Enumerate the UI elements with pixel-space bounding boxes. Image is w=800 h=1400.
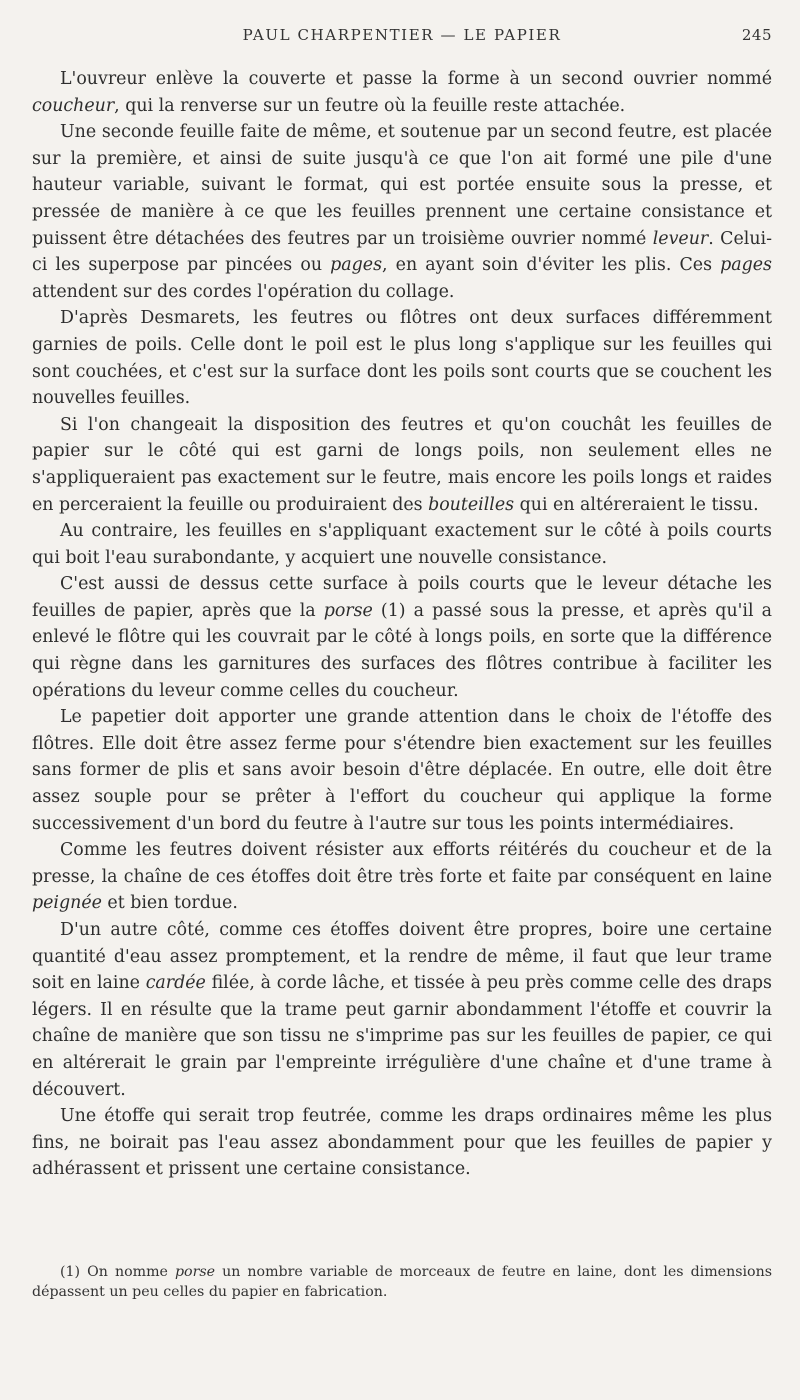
- paragraph: [32, 704, 772, 837]
- paragraph: [32, 119, 772, 305]
- italic-term: porse: [174, 1264, 216, 1280]
- text-run: qui en altéreraient le tissu.: [514, 494, 759, 515]
- paragraph: [32, 518, 772, 571]
- italic-term: leveur: [652, 228, 709, 249]
- italic-term: bouteilles: [428, 494, 515, 515]
- text-run: (1) On nomme: [60, 1264, 175, 1280]
- running-title: PAUL CHARPENTIER — LE PAPIER: [242, 26, 562, 44]
- text-run: filée, à corde lâche, et tissée à peu près comme celle des draps légers. Il en résulte que la trame peut garnir abondamment l'étoffe et couvrir la chaîne de manière que son tissu ne s'imprime pas sur les feuilles de papier, ce qui en altérerait le grain par l'empreinte irrégulière d'une chaîne et d'une trame à découvert.: [32, 973, 772, 1100]
- paragraph: [32, 66, 772, 119]
- text-run: D'après Desmarets, les feutres ou flôtres ont deux surfaces différemment garnies de poils. Celle dont le poil est le plus long s'applique sur les feuilles qui sont couchées, et c'est sur la surface dont les poils sont courts que se couchent les nouvelles feuilles.: [32, 308, 772, 409]
- text-run: un nombre variable de morceaux de feutre en laine, dont les dimensions dépassent un peu celles du papier en fabrication.: [32, 1264, 772, 1300]
- text-run: L'ouvreur enlève la couverte et passe la forme à un second ouvrier nommé: [60, 69, 772, 89]
- body-text: [32, 66, 772, 1183]
- italic-term: pages: [720, 255, 772, 276]
- text-run: C'est aussi de dessus cette surface à poils courts que le leveur détache les feuilles de papier, après que la: [32, 574, 772, 621]
- text-run: et bien tordue.: [101, 893, 238, 914]
- paragraph: [32, 305, 772, 411]
- paragraph: [32, 1103, 772, 1183]
- italic-term: cardée: [145, 973, 206, 994]
- page-number: 245: [741, 26, 772, 44]
- paragraph: [32, 837, 772, 917]
- italic-term: coucheur: [32, 95, 115, 116]
- footnote-paragraph: [32, 1262, 772, 1302]
- text-run: D'un autre côté, comme ces étoffes doivent être propres, boire une certaine quantité d'eau assez promptement, et la rendre de même, il faut que leur trame soit en laine: [32, 920, 772, 994]
- text-run: Au contraire, les feuilles en s'appliquant exactement sur le côté à poils courts qui boit l'eau surabondante, y acquiert une nouvelle consistance.: [32, 521, 772, 568]
- paragraph: [32, 917, 772, 1103]
- paragraph: [32, 571, 772, 704]
- paragraph: [32, 412, 772, 518]
- footnote: [32, 1262, 772, 1302]
- text-run: Une étoffe qui serait trop feutrée, comme les draps ordinaires même les plus fins, ne boirait pas l'eau assez abondamment pour que les feuilles de papier y adhérassent et prissent une certaine consistance.: [32, 1106, 772, 1180]
- running-header: [32, 22, 772, 52]
- text-run: Comme les feutres doivent résister aux efforts réitérés du coucheur et de la presse, la chaîne de ces étoffes doit être très forte et faite par conséquent en laine: [32, 840, 772, 887]
- text-run: Le papetier doit apporter une grande attention dans le choix de l'étoffe des flôtres. Elle doit être assez ferme pour s'étendre bien exactement sur les feuilles sans former de plis et sans avoir besoin d'être déplacée. En outre, elle doit être assez souple pour se prêter à l'effort du coucheur qui applique la forme successivement d'un bord du feutre à l'autre sur tous les points intermédiaires.: [32, 707, 772, 834]
- text-run: attendent sur des cordes l'opération du collage.: [32, 281, 455, 302]
- italic-term: pages: [330, 255, 382, 276]
- text-run: Si l'on changeait la disposition des feutres et qu'on couchât les feuilles de papier sur le côté qui est garni de longs poils, non seulement elles ne s'appliqueraient pas exactement sur le feutre, mais encore les poils longs et raides en perceraient la feuille ou produiraient des: [32, 414, 772, 515]
- text-run: . Celui-ci les superpose par pincées ou: [32, 228, 772, 276]
- italic-term: porse: [323, 600, 373, 621]
- text-run: , qui la renverse sur un feutre où la feuille reste attachée.: [114, 95, 626, 116]
- text-run: , en ayant soin d'éviter les plis. Ces: [382, 255, 721, 276]
- text-run: Une seconde feuille faite de même, et soutenue par un second feutre, est placée sur la première, et ainsi de suite jusqu'à ce que l'on ait formé une pile d'une hauteur variable, suivant le format, qui est portée ensuite sous la presse, et pressée de manière à ce que les feuilles prennent une certaine consistance et puissent être détachées des feutres par un troisième ouvrier nommé: [32, 122, 772, 249]
- text-run: (1) a passé sous la presse, et après qu'il a enlevé le flôtre qui les couvrait par le côté à longs poils, en sorte que la différence qui règne dans les garnitures des surfaces des flôtres contribue à faciliter les opérations du leveur comme celles du coucheur.: [32, 600, 772, 701]
- italic-term: peignée: [32, 893, 102, 914]
